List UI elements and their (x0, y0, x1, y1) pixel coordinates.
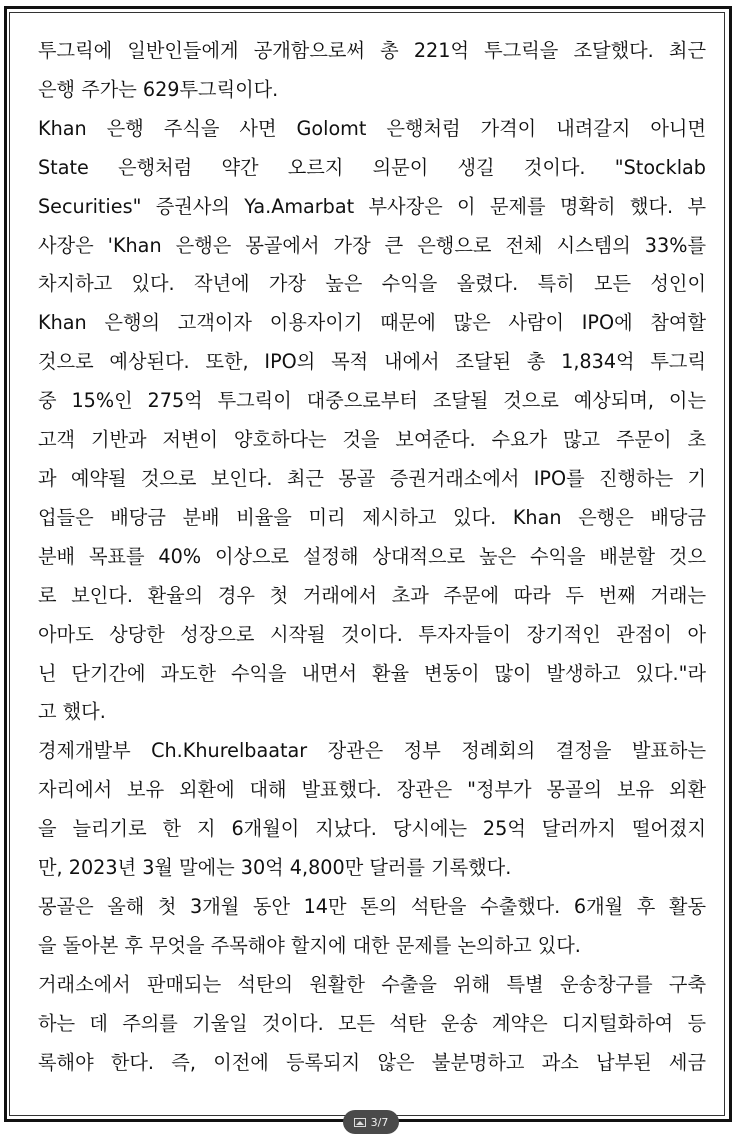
paragraph-line: 닌 단기간에 과도한 수익을 내면서 환율 변동이 많이 발생하고 있다."라 (38, 661, 706, 685)
paragraph-line: 록해야 한다. 즉, 이전에 등록되지 않은 불분명하고 과소 납부된 세금 (38, 1050, 706, 1074)
image-icon (354, 1118, 366, 1127)
paragraph-line: 사장은 'Khan 은행은 몽골에서 가장 큰 은행으로 전체 시스템의 33%를 (38, 233, 706, 257)
paragraph-line: 은행 주가는 629투그릭이다. (38, 77, 279, 101)
document-body (38, 32, 706, 1082)
paragraph-line: 투그릭에 일반인들에게 공개함으로써 총 221억 투그릭을 조달했다. 최근 (38, 39, 706, 62)
paragraph-line: 업들은 배당금 분배 비율을 미리 제시하고 있다. Khan 은행은 배당금 (38, 505, 706, 529)
paragraph-line: 만, 2023년 3월 말에는 30억 4,800만 달러를 기록했다. (38, 856, 512, 880)
paragraph-line: 고객 기반과 저변이 양호하다는 것을 보여준다. 수요가 많고 주문이 초 (38, 428, 706, 452)
page-indicator-text: 3/7 (370, 1115, 389, 1129)
paragraph-line: 차지하고 있다. 작년에 가장 높은 수익을 올렸다. 특히 모든 성인이 (38, 272, 706, 296)
paragraph-line: 경제개발부 Ch.Khurelbaatar 장관은 정부 정례회의 결정을 발표하는 (38, 739, 706, 763)
paragraph-line: State 은행처럼 약간 오르지 의문이 생길 것이다. "Stocklab (38, 155, 706, 179)
paragraph-line: 중 15%인 275억 투그릭이 대중으로부터 조달될 것으로 예상되며, 이는 (38, 389, 706, 413)
paragraph-line: 로 보인다. 환율의 경우 첫 거래에서 초과 주문에 따라 두 번째 거래는 (38, 583, 706, 607)
paragraph-line: 자리에서 보유 외환에 대해 발표했다. 장관은 "정부가 몽골의 보유 외환 (38, 778, 706, 802)
paragraph-line: 하는 데 주의를 기울일 것이다. 모든 석탄 운송 계약은 디지털화하여 등 (38, 1011, 706, 1035)
paragraph-line: 몽골은 올해 첫 3개월 동안 14만 톤의 석탄을 수출했다. 6개월 후 활동 (38, 894, 706, 918)
paragraph-line: Khan 은행 주식을 사면 Golomt 은행처럼 가격이 내려갈지 아니면 (38, 116, 706, 140)
paragraph-line: 아마도 상당한 성장으로 시작될 것이다. 투자자들이 장기적인 관점이 아 (38, 622, 706, 646)
paragraph-line: 과 예약될 것으로 보인다. 최근 몽골 증권거래소에서 IPO를 진행하는 기 (38, 466, 706, 490)
paragraph-line: Khan 은행의 고객이자 이용자이기 때문에 많은 사람이 IPO에 참여할 (38, 311, 706, 335)
page-indicator-badge[interactable] (343, 1110, 399, 1134)
paragraph-line: 을 돌아본 후 무엇을 주목해야 할지에 대한 문제를 논의하고 있다. (38, 933, 581, 957)
paragraph-line: 것으로 예상된다. 또한, IPO의 목적 내에서 조달된 총 1,834억 투그릭 (38, 350, 706, 374)
paragraph-line: 거래소에서 판매되는 석탄의 원활한 수출을 위해 특별 운송창구를 구축 (38, 972, 706, 996)
paragraph-line: 분배 목표를 40% 이상으로 설정해 상대적으로 높은 수익을 배분할 것으 (38, 544, 706, 568)
paragraph-line: Securities" 증권사의 Ya.Amarbat 부사장은 이 문제를 명확히 했다. 부 (38, 194, 706, 218)
paragraph-line: 을 늘리기로 한 지 6개월이 지났다. 당시에는 25억 달러까지 떨어졌지 (38, 817, 706, 841)
paragraph-line: 고 했다. (38, 700, 106, 724)
